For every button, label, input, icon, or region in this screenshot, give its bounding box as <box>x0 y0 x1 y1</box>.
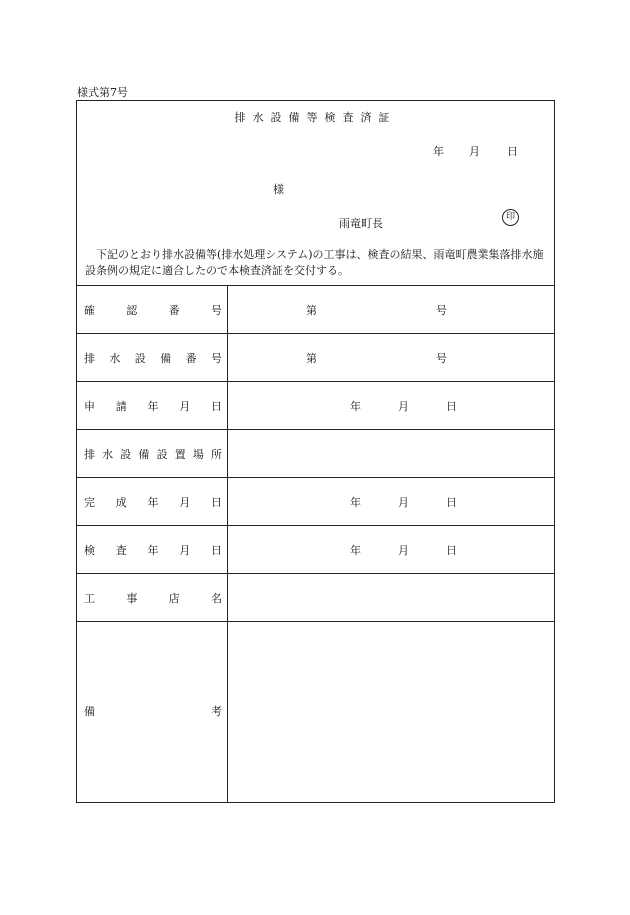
row-value <box>228 430 554 477</box>
row-value <box>228 574 554 621</box>
certificate-table <box>77 286 554 800</box>
certificate-form <box>76 100 555 803</box>
row-label: 申 請 年 月 日 <box>84 399 222 413</box>
table-row-confirmation-number <box>77 286 554 334</box>
row-value <box>228 478 554 525</box>
date-month: 月 <box>398 399 409 413</box>
form-number: 様式第7号 <box>77 86 128 99</box>
issue-date-month: 月 <box>469 145 480 158</box>
issuer-name: 雨竜町長 <box>339 217 383 230</box>
row-value <box>228 334 554 381</box>
date-year: 年 <box>350 399 361 413</box>
row-label: 確 認 番 号 <box>84 303 222 317</box>
column-divider <box>227 286 228 802</box>
table-row-installation-location <box>77 430 554 478</box>
date-year: 年 <box>350 495 361 509</box>
table-row-contractor-name <box>77 574 554 622</box>
table-row-drainage-equipment-number <box>77 334 554 382</box>
row-label: 排 水 設 備 番 号 <box>84 351 222 365</box>
issue-date-year: 年 <box>433 145 444 158</box>
row-label: 排 水 設 備 設 置 場 所 <box>84 447 222 461</box>
recipient-honorific: 様 <box>273 183 284 196</box>
row-value <box>228 526 554 573</box>
value-suffix: 号 <box>436 303 447 317</box>
row-label: 工 事 店 名 <box>84 591 222 605</box>
certificate-body-text: 下記のとおり排水設備等(排水処理システム)の工事は、検査の結果、雨竜町農業集落排水施設条例の規定に適合したので本検査済証を交付する。 <box>85 248 544 277</box>
row-label: 備 考 <box>84 705 222 718</box>
value-prefix: 第 <box>306 351 317 365</box>
table-row-application-date <box>77 382 554 430</box>
table-row-inspection-date <box>77 526 554 574</box>
date-day: 日 <box>446 399 457 413</box>
row-label: 検 査 年 月 日 <box>84 543 222 557</box>
date-day: 日 <box>446 543 457 557</box>
row-label: 完 成 年 月 日 <box>84 495 222 509</box>
table-row-remarks <box>77 622 554 800</box>
row-value <box>228 622 554 800</box>
seal-mark: 印 <box>502 209 519 226</box>
date-year: 年 <box>350 543 361 557</box>
row-value <box>228 382 554 429</box>
value-suffix: 号 <box>436 351 447 365</box>
certificate-title: 排水設備等検査済証 <box>234 111 397 124</box>
date-month: 月 <box>398 543 409 557</box>
row-value <box>228 286 554 333</box>
table-row-completion-date <box>77 478 554 526</box>
value-prefix: 第 <box>306 303 317 317</box>
issue-date-day: 日 <box>507 145 518 158</box>
date-day: 日 <box>446 495 457 509</box>
date-month: 月 <box>398 495 409 509</box>
